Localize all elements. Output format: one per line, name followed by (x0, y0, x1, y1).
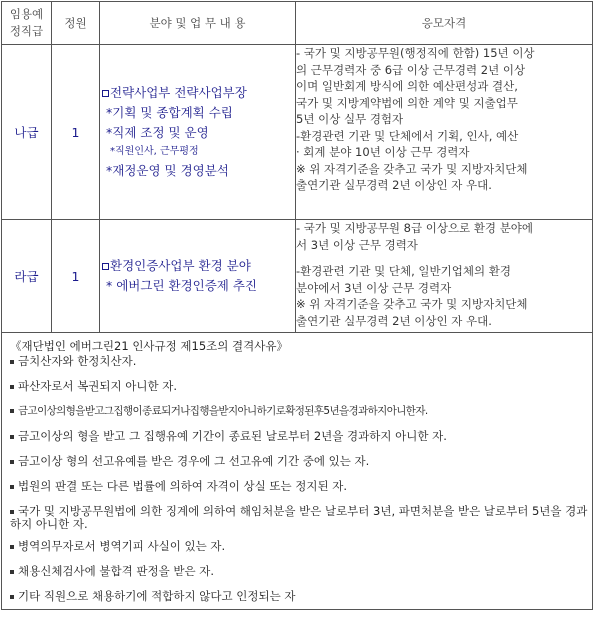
table-row (2, 45, 593, 220)
list-item: 금고이상 형의 선고유예를 받은 경우에 그 선고유예 기간 중에 있는 자. (10, 455, 592, 468)
header-count: 정원 (52, 2, 100, 45)
qual-line: - 국가 및 지방공무원 8급 이상으로 환경 분야에 (296, 221, 534, 235)
list-item: 금고이상의 형을 받고 그 집행유예 기간이 종료된 날로부터 2년을 경과하지 아니한 자. (10, 430, 592, 443)
grade-cell: 나급 (2, 45, 52, 220)
list-item: 법원의 판결 또는 다른 법률에 의하여 자격이 상실 또는 정지된 자. (10, 480, 592, 493)
bullet-icon (10, 510, 14, 514)
header-duty: 분야 및 업 무 내 용 (100, 2, 296, 45)
bullet-icon (10, 460, 14, 464)
duty-item: *재정운영 및 경영분석 (106, 163, 229, 178)
qualification-cell (296, 45, 593, 220)
list-item: 금고이상의형을받고그집행이종료되거나집행을받지아니하기로확정된후5년을경과하지아니한자. (10, 405, 592, 418)
disqualification-notes (2, 333, 593, 610)
list-item: 병역의무자로서 병역기피 사실이 있는 자. (10, 540, 592, 553)
header-grade-line1: 임용예 (9, 7, 44, 21)
header-qualification: 응모자격 (296, 2, 593, 45)
qual-line (296, 253, 592, 263)
qual-line: -환경관련 기관 및 단체, 일반기업체의 환경 (296, 264, 511, 278)
header-grade-line2: 정직급 (9, 24, 44, 38)
qual-line: ※ 위 자격기준을 갖추고 국가 및 지방자치단체 (296, 297, 528, 311)
duty-item: *기획 및 종합계획 수립 (106, 105, 233, 120)
square-bullet-icon (102, 90, 109, 97)
duty-item: *직제 조정 및 운영 (106, 125, 209, 140)
qual-line: 5년 이상 실무 경험자 (296, 112, 404, 126)
bullet-icon (10, 409, 14, 413)
qual-line: 국가 및 지방계약법에 의한 계약 및 지출업무 (296, 95, 518, 110)
qual-line: 출연기관 실무경력 2년 이상인 자 우대. (296, 178, 492, 192)
qual-line: ※ 위 자격기준을 갖추고 국가 및 지방자치단체 (296, 161, 528, 176)
qual-line: -환경관련 기관 및 단체에서 기획, 인사, 예산 (296, 128, 519, 143)
bullet-icon (10, 595, 14, 599)
duty-item: *직원인사, 근무평정 (110, 146, 199, 157)
qual-line: - 국가 및 지방공무원(행정직에 한함) 15년 이상 (296, 46, 535, 60)
table-header-row (2, 2, 593, 45)
list-item: 파산자로서 복권되지 아니한 자. (10, 380, 592, 393)
bullet-icon (10, 545, 14, 549)
count-cell: 1 (52, 220, 100, 333)
list-item: 기타 직원으로 채용하기에 적합하지 않다고 인정되는 자 (10, 590, 592, 603)
grade-cell: 라급 (2, 220, 52, 333)
qual-line: 출연기관 실무경력 2년 이상인 자 우대. (296, 313, 492, 328)
header-grade (2, 2, 52, 45)
qual-line: 분야에서 3년 이상 근무 경력자 (296, 280, 452, 295)
qual-line: 의 근무경력자 중 6급 이상 근무경력 2년 이상 (296, 62, 526, 77)
table-row (2, 220, 593, 333)
count-cell: 1 (52, 45, 100, 220)
qual-line: · 회계 분야 10년 이상 근무 경력자 (296, 145, 470, 159)
qual-line: 이며 일반회계 방식에 의한 예산편성과 결산, (296, 79, 518, 93)
notes-title: 《재단법인 에버그린21 인사규정 제15조의 결격사유》 (10, 339, 288, 353)
recruitment-table (1, 1, 593, 610)
bullet-icon (10, 385, 14, 389)
list-item: 채용신체검사에 불합격 판정을 받은 자. (10, 565, 592, 578)
duty-item: * 에버그린 환경인증제 추진 (106, 278, 257, 293)
bullet-icon (10, 360, 14, 364)
qual-line: 서 3년 이상 근무 경력자 (296, 237, 418, 252)
list-item: 금치산자와 한정치산자. (10, 355, 592, 368)
duty-cell (100, 45, 296, 220)
duty-main: 환경인증사업부 환경 분야 (102, 256, 295, 276)
bullet-icon (10, 485, 14, 489)
qualification-cell (296, 220, 593, 333)
bullet-icon (10, 435, 14, 439)
duty-main: 전략사업부 전략사업부장 (102, 83, 295, 103)
bullet-icon (10, 570, 14, 574)
notes-row (2, 333, 593, 610)
list-item: 국가 및 지방공무원법에 의한 징계에 의하여 해임처분을 받은 날로부터 3년, 파면처분을 받은 날로부터 5년을 경과하지 아니한 자. (10, 504, 588, 531)
square-bullet-icon (102, 263, 109, 270)
duty-cell (100, 220, 296, 333)
